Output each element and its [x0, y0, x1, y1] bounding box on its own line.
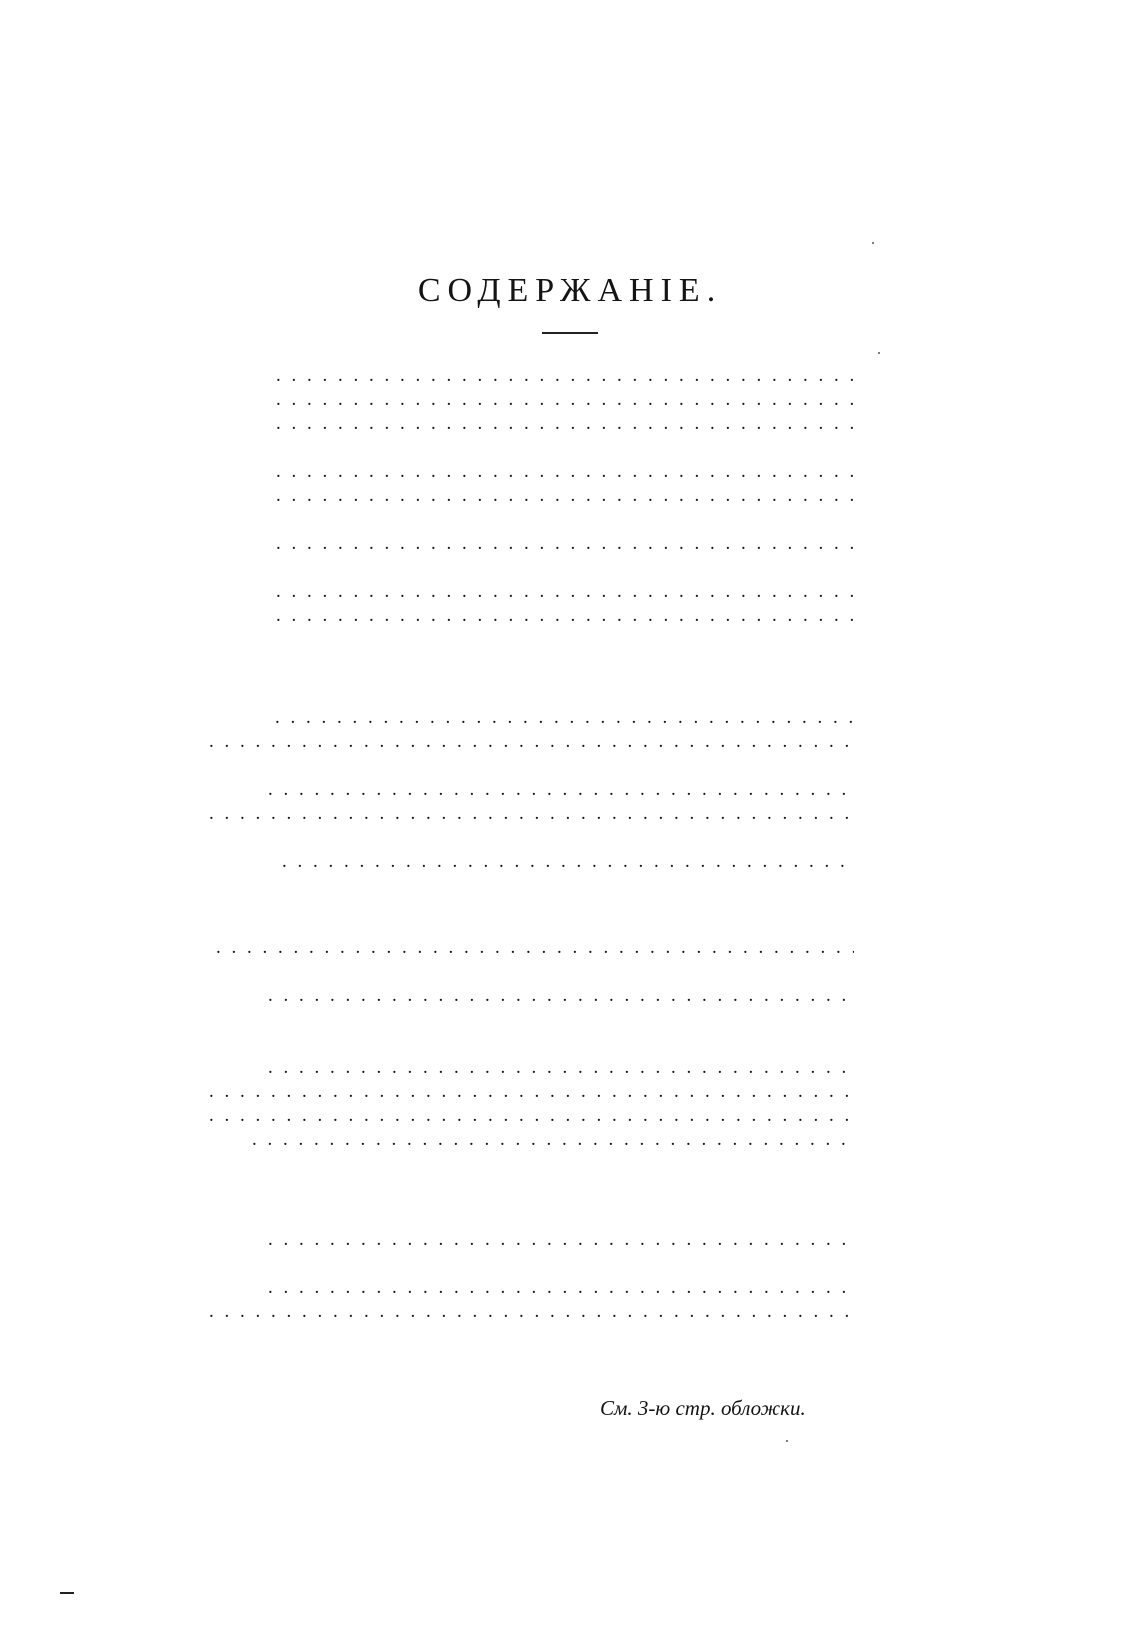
toc-line [218, 436, 906, 460]
toc-line [264, 778, 906, 802]
toc-line [196, 936, 906, 960]
dot-leader [268, 1056, 854, 1080]
dot-leader [276, 484, 854, 508]
toc-line [218, 508, 906, 532]
toc-line [264, 1228, 906, 1252]
toc-line [196, 1104, 906, 1128]
dot-leader [268, 984, 854, 1008]
toc-line [264, 984, 906, 1008]
dot-leader [276, 580, 854, 604]
dot-leader [282, 850, 854, 874]
dust-speck [878, 352, 880, 354]
dust-speck [786, 1440, 788, 1442]
toc-line [218, 364, 906, 388]
dot-leader [268, 1228, 854, 1252]
toc-line [264, 850, 906, 874]
toc-line [196, 658, 906, 682]
footer-note: См. 3-ю стр. обложки. [600, 1396, 806, 1420]
toc-line [264, 1276, 906, 1300]
dot-leader [209, 802, 854, 826]
toc-line [196, 754, 906, 778]
dust-speck [872, 242, 874, 244]
toc-line [218, 412, 906, 436]
toc-line [196, 802, 906, 826]
toc-line [196, 1300, 906, 1324]
dot-leader [268, 1276, 854, 1300]
dot-leader [275, 706, 854, 730]
toc-line [196, 960, 906, 984]
toc-line [218, 484, 906, 508]
toc-line [196, 1204, 906, 1228]
dot-leader [252, 1128, 854, 1152]
toc-line [264, 1056, 906, 1080]
toc-line [196, 730, 906, 754]
toc-line [218, 556, 906, 580]
toc-line [272, 460, 906, 484]
toc-line [218, 388, 906, 412]
toc-line [264, 1032, 906, 1056]
dot-leader [209, 1104, 854, 1128]
toc-line [272, 532, 906, 556]
toc-line [272, 604, 906, 628]
dot-leader [268, 778, 854, 802]
dot-leader [209, 1080, 854, 1104]
toc-line [196, 1008, 906, 1032]
toc-line [236, 1128, 906, 1152]
dot-leader [276, 604, 854, 628]
dot-leader [276, 388, 854, 412]
dot-leader [209, 1300, 854, 1324]
dot-leader [276, 460, 854, 484]
toc-line [264, 682, 906, 706]
dot-leader [216, 936, 854, 960]
title-rule [542, 332, 598, 334]
dot-leader [276, 412, 854, 436]
toc-line [264, 706, 906, 730]
dot-leader [276, 364, 854, 388]
dot-leader [276, 532, 854, 556]
page-title: СОДЕРЖАНІЕ. [417, 272, 723, 309]
toc-line [196, 826, 906, 850]
dot-leader [209, 730, 854, 754]
toc-line [196, 1252, 906, 1276]
toc-line [196, 1080, 906, 1104]
toc-line [272, 580, 906, 604]
margin-dash [60, 1592, 74, 1594]
